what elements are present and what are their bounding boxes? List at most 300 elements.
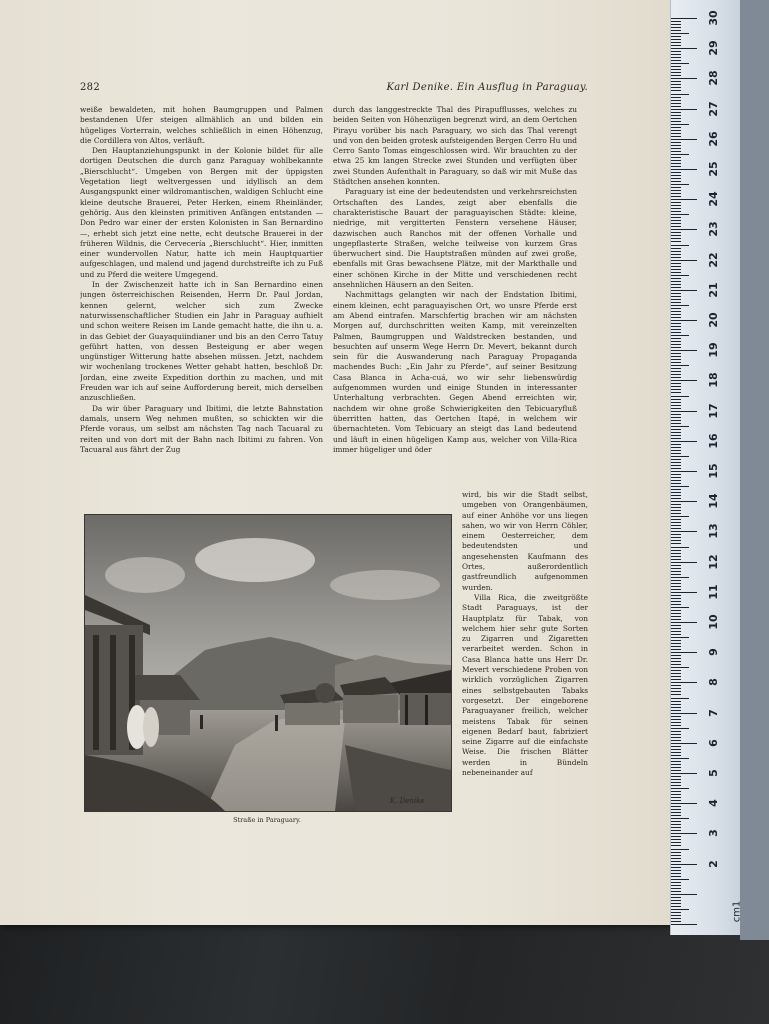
ruler-tick [671,269,681,270]
ruler-tick [671,163,681,164]
ruler-tick [671,130,681,131]
ruler-tick [671,287,681,288]
ruler-tick [671,640,681,641]
ruler-tick [671,293,681,294]
paragraph: Den Hauptanziehungspunkt in der Kolonie bildet für alle dortigen Deutschen die durch ganz Paraguay wohlbekannte „Bierschlucht“. Umgeben von Bergen mit der üppigsten Vegetation liegt weltvergessen und idyllisch an dem Ausgangspunkt einer wildromantischen, waldigen Schlucht eine kleine deutsche Brauerei, Peter Herken, einem Rheinländer, gehörig. Aus den kleinsten primitiven Anfängen entstanden — Don Pedro war einer der ersten Kolonisten in San Bernardino —, erhebt sich jetzt eine nette, echt deutsche Brauerei in der früheren Wildnis, die Cervecería „Bierschlucht“. Hier, inmitten einer wundervollen Natur, hatte ich mein Hauptquartier aufgeschlagen, und malend und jagend durchstreifte ich zu Fuß und zu Pferd die weitere Umgegend. [80,146,323,279]
ruler-tick [671,830,681,831]
ruler-tick [671,534,681,535]
ruler-tick [671,489,681,490]
ruler-tick [671,429,681,430]
ruler-tick [671,462,681,463]
ruler-tick [671,900,681,901]
ruler-tick [671,254,681,255]
ruler-tick [671,906,681,907]
ruler-number: 19 [707,342,720,358]
ruler-tick [671,94,689,95]
ruler-tick [671,474,681,475]
ruler-tick [671,770,681,771]
ruler-tick [671,809,681,810]
ruler-tick [671,335,689,336]
ruler-tick [671,60,681,61]
ruler-tick [671,691,681,692]
ruler-tick [671,69,681,70]
ruler-tick [671,688,681,689]
ruler-tick [671,864,697,865]
ruler-number: 15 [707,463,720,479]
ruler-tick [671,21,681,22]
ruler-tick [671,211,681,212]
ruler-tick [671,314,681,315]
engraving-image [85,515,451,811]
ruler-tick [671,531,697,532]
ruler-tick [671,272,681,273]
ruler-tick [671,903,681,904]
ruler-tick [671,136,681,137]
ruler-number: 9 [707,648,720,657]
ruler-tick [671,595,681,596]
ruler-tick [671,84,681,85]
ruler-unit-label: cm1 [731,900,743,923]
ruler-tick [671,707,681,708]
ruler-tick [671,81,681,82]
ruler-tick [671,359,681,360]
ruler-tick [671,685,681,686]
ruler-tick [671,344,681,345]
ruler-tick [671,214,689,215]
ruler-tick [671,571,681,572]
ruler-tick [671,199,697,200]
paragraph: Nachmittags gelangten wir nach der Endstation Ibitimi, einem kleinen, echt paraguayischen Ort, wo unsre Pferde erst am Abend eintrafen. Marschfertig brachen wir am nächsten Morgen auf, durchschritten weiten Kamp, mit vereinzelten Palmen, Baumgruppen und Waldstrecken bestanden, und besuchten auf unserm Wege Herrn Dr. Mevert, bekannt durch sein für die Auswanderung nach Paraguay Propaganda machendes Buch: „Ein Jahr zu Pferde“, auf seiner Besitzung Casa Blanca in Acha-cuá, wo wir sehr liebenswürdig aufgenommen wurden und einige Stunden in interessanter Unterhaltung verbrachten. Gegen Abend erreichten wir, nachdem wir ohne große Schwierigkeiten den Tebicuaryfluß überritten hatten, das Oertchen Itapé, in welchem wir übernachteten. Vom Tebicuary an steigt das Land bedeutend und läuft in einen hügeligen Kamp aus, welcher von Villa-Rica immer hügeliger und öder [333,290,577,454]
ruler-tick [671,722,681,723]
ruler-tick [671,667,689,668]
ruler-tick [671,389,681,390]
ruler-number: 16 [707,433,720,449]
ruler-tick [671,118,681,119]
ruler-number: 21 [707,282,720,298]
ruler-tick [671,812,681,813]
ruler-tick [671,713,697,714]
ruler-tick [671,556,681,557]
ruler-tick [671,193,681,194]
ruler-tick [671,33,689,34]
paragraph: Villa Rica, die zweitgrößte Stadt Paraguays, ist der Hauptplatz für Tabak, von welchem hier sehr gute Sorten zu Zigarren und Zigaretten verarbeitet werden. Schon in Casa Blanca hatte uns Herr Dr. Mevert verschiedene Proben von wirklich vorzüglichen Zigarren eines selbstgebauten Tabaks vorgesetzt. Der eingeborene Paraguayaner freilich, welcher meistens Tabak für seinen eigenen Bedarf baut, fabriziert seine Zigarre auf die einfachste Weise. Die frischen Blätter werden in Bündeln nebeneinander auf [462,592,588,778]
ruler-tick [671,226,681,227]
ruler-tick [671,326,681,327]
paragraph: weiße bewaldeten, mit hohen Baumgruppen und Palmen bestandenen Ufer steigen allmählich an und bilden ein hügeliges Vorterrain, welches schließlich in einen Höhenzug, die Cordillera von Altos, verläuft. [80,105,323,145]
ruler-tick [671,915,681,916]
ruler-tick [671,764,681,765]
ruler-tick [671,42,681,43]
measuring-ruler [670,0,741,935]
ruler-tick [671,36,681,37]
ruler-tick [671,924,697,925]
ruler-tick [671,362,681,363]
ruler-tick [671,471,697,472]
ruler-tick [671,867,681,868]
ruler-tick [671,818,689,819]
ruler-tick [671,858,681,859]
ruler-tick [671,628,681,629]
ruler-tick [671,24,681,25]
ruler-tick [671,405,681,406]
ruler-tick [671,441,697,442]
ruler-tick [671,664,681,665]
ruler-tick [671,103,681,104]
ruler-tick [671,127,681,128]
ruler-tick [671,465,681,466]
ruler-tick [671,616,681,617]
ruler-tick [671,45,681,46]
ruler-tick [671,365,689,366]
ruler-tick [671,565,681,566]
ruler-tick [671,205,681,206]
ruler-tick [671,166,681,167]
ruler-tick [671,178,681,179]
ruler-tick [671,109,697,110]
ruler-tick [671,208,681,209]
ruler-number: 27 [707,100,720,117]
ruler-tick [671,263,681,264]
ruler-tick [671,676,681,677]
ruler-tick [671,625,681,626]
ruler-tick [671,100,681,101]
ruler-tick [671,456,689,457]
ruler-tick [671,320,697,321]
ruler-tick [671,63,689,64]
ruler-tick [671,51,681,52]
ruler-number: 30 [707,10,720,26]
ruler-tick [671,734,681,735]
ruler-tick [671,257,681,258]
ruler-tick [671,873,681,874]
ruler-tick [671,791,681,792]
ruler-tick [671,142,681,143]
ruler-tick [671,217,681,218]
ruler-tick [671,592,697,593]
ruler-number: 5 [707,769,720,777]
ruler-tick [671,172,681,173]
ruler-tick [671,347,681,348]
paragraph: Paraguary ist eine der bedeutendsten und verkehrsreichsten Ortschaften des Landes, zeigt aber ebenfalls die charakteristische Bauart der paraguayischen Städte: kleine, niedrige, mit vergitterten Fenstern versehene Häuser, dazwischen auch Ranchos mit der offenen Vorhalle und ungepflasterte Straßen, welche teilweise von kurzem Gras überwuchert sind. Die Hauptstraßen münden auf zwei große, ebenfalls mit Gras bewachsene Plätze, mit der Markthalle und einer schönen Kirche in der Mitte und verschiedenen recht ansehnlichen Häusern an den Seiten. [333,187,577,290]
left-text-column [80,105,323,498]
ruler-tick [671,716,681,717]
ruler-number: 3 [707,829,720,838]
ruler-number: 29 [707,40,720,56]
ruler-tick [671,728,689,729]
page-number: 282 [80,82,100,93]
ruler-tick [671,232,681,233]
ruler-tick [671,48,697,49]
ruler-tick [671,852,681,853]
ruler-number: 10 [707,614,720,630]
ruler-tick [671,749,681,750]
ruler-tick [671,196,681,197]
ruler-tick [671,311,681,312]
ruler-number: 18 [707,372,720,389]
ruler-tick [671,30,681,31]
ruler-tick [671,124,689,125]
ruler-tick [671,371,681,372]
ruler-tick [671,547,689,548]
ruler-tick [671,27,681,28]
ruler-tick [671,719,681,720]
ruler-tick [671,598,681,599]
ruler-tick [671,658,681,659]
ruler-tick [671,281,681,282]
ruler-tick [671,115,681,116]
ruler-tick [671,420,681,421]
ruler-tick [671,75,681,76]
ruler-tick [671,399,681,400]
ruler-tick [671,891,681,892]
ruler-tick [671,504,681,505]
ruler-tick [671,380,697,381]
ruler-tick [671,408,681,409]
ruler-tick [671,513,681,514]
ruler-tick [671,879,689,880]
ruler-tick [671,97,681,98]
ruler-tick [671,649,681,650]
ruler-tick [671,184,689,185]
ruler-tick [671,133,681,134]
ruler-tick [671,827,681,828]
ruler-tick [671,912,681,913]
ruler-tick [671,169,697,170]
ruler-tick [671,305,689,306]
ruler-tick [671,275,689,276]
ruler-tick [671,785,681,786]
ruler-tick [671,574,681,575]
ruler-tick [671,885,681,886]
ruler-tick [671,386,681,387]
ruler-tick [671,755,681,756]
ruler-tick [671,187,681,188]
ruler-number: 11 [707,584,720,600]
ruler-tick [671,332,681,333]
ruler-tick [671,154,689,155]
ruler-tick [671,522,681,523]
ruler-tick [671,580,681,581]
ruler-tick [671,586,681,587]
ruler-tick [671,248,681,249]
ruler-tick [671,175,681,176]
ruler-number: 13 [707,523,720,540]
ruler-tick [671,855,681,856]
ruler-tick [671,368,681,369]
paragraph: wird, bis wir die Stadt selbst, umgeben von Orangenbäumen, auf einer Anhöhe vor uns liegen sahen, wo wir von Herrn Cöhler, einem Oesterreicher, dem bedeutendsten und angesehensten Kaufmann des Ortes, außerordentlich gastfreundlich aufgenommen wurden. [462,490,588,592]
ruler-tick [671,604,681,605]
ruler-tick [671,90,681,91]
ruler-tick [671,350,697,351]
ruler-tick [671,411,697,412]
ruler-tick [671,740,681,741]
ruler-tick [671,652,697,653]
ruler-tick [671,121,681,122]
ruler-tick [671,779,681,780]
ruler-number: 2 [707,859,720,868]
ruler-tick [671,266,681,267]
ruler-tick [671,776,681,777]
ruler-tick [671,577,689,578]
ruler-tick [671,450,681,451]
ruler-tick [671,601,681,602]
paragraph: durch das langgestreckte Thal des Pirapufflusses, welches zu beiden Seiten von Höhenzügen begrenzt wird, an dem Oertchen Pirayu vorüber bis nach Paraguary, wo sich das Thal verengt und von den beiden grotesk aufsteigenden Bergen Cerro Hu und Cerro Santo Tomas eingeschlossen wird. Wir brauchten zu der etwa 25 km langen Strecke zwei Stunden und verfügten über zwei Stunden Aufenthalt in Paraguary, so daß wir mit Muße das Städtchen ansehen konnten. [333,105,577,187]
ruler-tick [671,396,689,397]
ruler-tick [671,849,689,850]
ruler-tick [671,468,681,469]
ruler-tick [671,643,681,644]
ruler-tick [671,679,681,680]
ruler-tick [671,550,681,551]
ruler-tick [671,631,681,632]
ruler-tick [671,356,681,357]
right-text-column [333,105,577,490]
ruler-tick [671,537,681,538]
ruler-number: 25 [707,161,720,177]
ruler-tick [671,861,681,862]
ruler-tick [671,543,681,544]
paragraph: Da wir über Paraguary und Ibitimi, die letzte Bahnstation damals, unsern Weg nehmen mußten, so schickten wir die Pferde voraus, um selbst am nächsten Tag nach Tacuaral zu reiten und von dort mit der Bahn nach Ibitimi zu fahren. Von Tacuaral aus fährt der Zug [80,403,323,454]
ruler-tick [671,637,689,638]
ruler-tick [671,290,697,291]
ruler-tick [671,794,681,795]
ruler-tick [671,655,681,656]
ruler-tick [671,435,681,436]
ruler-tick [671,414,681,415]
ruler-tick [671,559,681,560]
desk-background [0,920,769,1024]
ruler-tick [671,725,681,726]
ruler-tick [671,842,681,843]
ruler-tick [671,516,689,517]
ruler-tick [671,444,681,445]
ruler-tick [671,882,681,883]
ruler-tick [671,836,681,837]
ruler-tick [671,480,681,481]
narrow-text-column [462,490,588,812]
ruler-tick [671,54,681,55]
ruler-tick [671,622,697,623]
page-header [80,82,588,98]
ruler-tick [671,528,681,529]
ruler-tick [671,112,681,113]
ruler-edge [740,0,769,940]
ruler-tick [671,299,681,300]
ruler-tick [671,106,681,107]
ruler-tick [671,190,681,191]
street-illustration [84,514,452,812]
ruler-tick [671,308,681,309]
ruler-number: 26 [707,131,720,147]
ruler-tick [671,698,689,699]
ruler-tick [671,767,681,768]
figure-caption: Straße in Paraguary. [233,816,301,824]
ruler-tick [671,788,689,789]
ruler-tick [671,229,697,230]
ruler-tick [671,402,681,403]
ruler-tick [671,477,681,478]
ruler-tick [671,583,681,584]
ruler-tick [671,800,681,801]
ruler-tick [671,157,681,158]
ruler-tick [671,426,689,427]
ruler-tick [671,317,681,318]
ruler-number: 20 [707,312,720,328]
ruler-tick [671,752,681,753]
ruler-tick [671,673,681,674]
ruler-tick [671,562,697,563]
ruler-tick [671,519,681,520]
ruler-tick [671,377,681,378]
ruler-tick [671,839,681,840]
ruler-tick [671,610,681,611]
ruler-tick [671,453,681,454]
ruler-tick [671,483,681,484]
ruler-tick [671,284,681,285]
ruler-number: 6 [707,738,720,747]
ruler-tick [671,18,697,19]
ruler-tick [671,495,681,496]
ruler-tick [671,148,681,149]
ruler-tick [671,447,681,448]
ruler-tick [671,568,681,569]
ruler-number: 28 [707,70,720,87]
ruler-tick [671,432,681,433]
ruler-tick [671,220,681,221]
ruler-tick [671,921,681,922]
ruler-tick [671,507,681,508]
ruler-tick [671,510,681,511]
ruler-tick [671,589,681,590]
ruler-tick [671,731,681,732]
ruler-tick [671,235,681,236]
ruler-tick [671,302,681,303]
ruler-tick [671,341,681,342]
ruler-tick [671,160,681,161]
ruler-tick [671,661,681,662]
ruler-tick [671,894,697,895]
ruler-tick [671,241,681,242]
ruler-tick [671,758,689,759]
ruler-tick [671,833,697,834]
ruler-tick [671,417,681,418]
ruler-tick [671,876,681,877]
ruler-tick [671,245,689,246]
ruler-tick [671,607,689,608]
ruler-tick [671,803,697,804]
ruler-tick [671,897,681,898]
ruler-tick [671,682,697,683]
ruler-tick [671,72,681,73]
ruler-tick [671,492,681,493]
ruler-tick [671,773,697,774]
ruler-tick [671,909,689,910]
artist-signature: K. Denike [390,797,425,805]
ruler-tick [671,821,681,822]
ruler-tick [671,918,681,919]
ruler-number: 24 [707,191,720,207]
ruler-number: 17 [707,402,720,419]
ruler-number: 22 [707,251,720,268]
ruler-tick [671,553,681,554]
ruler-tick [671,223,681,224]
ruler-number: 14 [707,493,720,509]
ruler-tick [671,323,681,324]
ruler-tick [671,278,681,279]
ruler-tick [671,634,681,635]
ruler-tick [671,888,681,889]
ruler-tick [671,459,681,460]
